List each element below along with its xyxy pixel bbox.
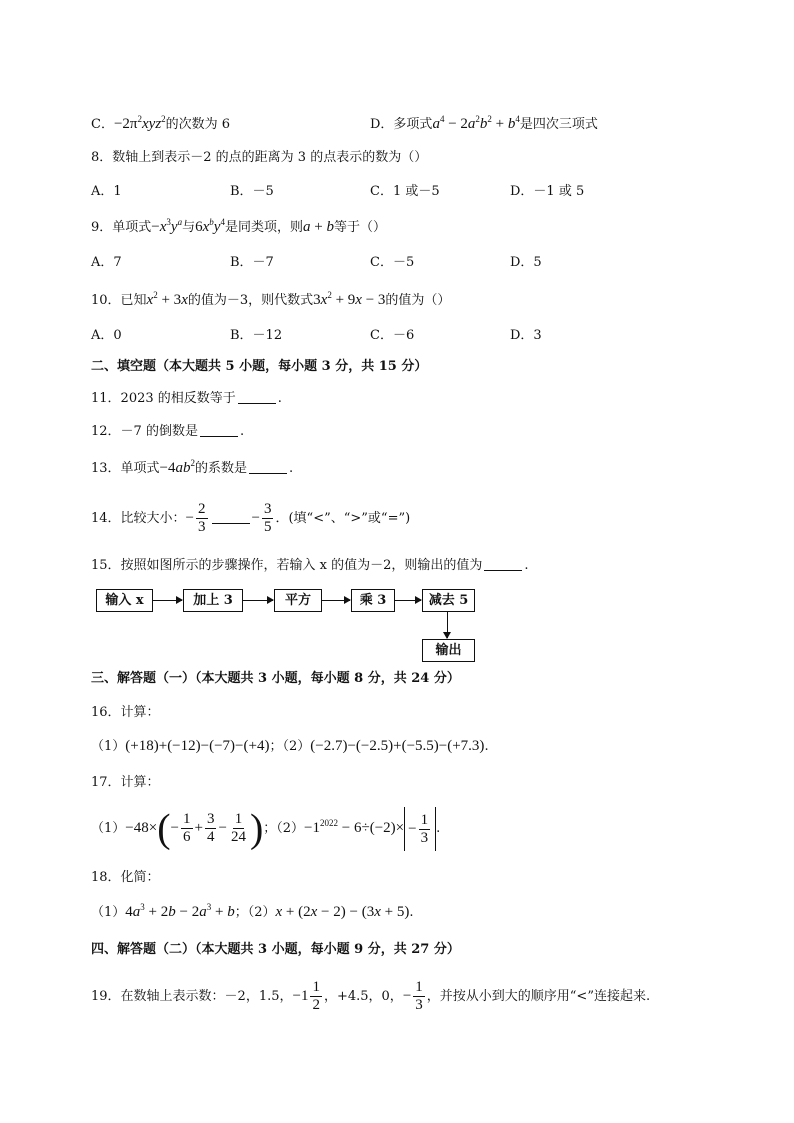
math-expression: − $\frac{2}{3}$	[185, 501, 206, 536]
q14	[91, 498, 410, 539]
part-label: ；（2）	[263, 821, 305, 836]
stem-text: 的值为（）	[385, 293, 451, 308]
part-label: ；（2）	[234, 905, 276, 920]
answer-blank	[484, 558, 522, 571]
option-label: D．多项式	[370, 117, 433, 132]
part-label: （1）	[91, 821, 126, 836]
q8-option-c: C．1 或－5	[370, 184, 440, 199]
q13	[91, 458, 293, 479]
option-text: 是四次三项式	[519, 117, 598, 132]
stem-text: .	[524, 558, 529, 573]
stem-text: 11．2023 的相反数等于	[91, 391, 236, 406]
math-expression: $a^4 - 2a^2b^2 + b^4$	[432, 114, 520, 132]
stem-text: 13．单项式	[91, 461, 160, 476]
q10-option-d: D．3	[510, 328, 542, 343]
flow-step-square: 平方	[274, 589, 322, 612]
q7-option-d	[370, 114, 598, 135]
q16-title: 16．计算：	[91, 705, 160, 720]
q10-stem	[91, 290, 450, 311]
flow-step-subtract: 减去 5	[422, 589, 475, 612]
stem-text: 10．已知	[91, 293, 147, 308]
math-expression: (−2.7)−(−2.5)+(−5.5)−(+7.3)	[310, 738, 485, 754]
flow-step-add: 加上 3	[183, 589, 243, 612]
stem-text: 15．按照如图所示的步骤操作，若输入 x 的值为－2，则输出的值为	[91, 558, 483, 573]
math-expression: (+18)+(−12)−(−7)−(+4)	[125, 738, 270, 754]
stem-text: 的系数是	[195, 461, 248, 476]
q17-title: 17．计算：	[91, 775, 160, 790]
stem-text: .	[239, 424, 245, 439]
q10-option-c: C．－6	[370, 328, 415, 343]
option-label: C．	[91, 117, 114, 132]
answer-blank	[238, 391, 276, 404]
q7-option-c	[91, 114, 230, 135]
math-expression: $-x^3y^a$	[151, 217, 183, 235]
math-expression: x + (2x − 2) − (3x + 5)	[275, 904, 410, 920]
math-expression: −48×(− $\frac{1}{6}$ + $\frac{3}{4}$ − $\frac{1}{24}$ )	[125, 805, 264, 851]
section-heading-solve-2: 四、解答题（二）（本大题共 3 小题，每小题 9 分，共 27 分）	[91, 942, 460, 957]
flow-arrow-down	[447, 612, 448, 638]
q15-stem	[91, 556, 529, 576]
flow-output-box: 输出	[422, 639, 475, 662]
q8-option-b: B．－5	[230, 184, 274, 199]
stem-text: 9．单项式	[91, 220, 152, 235]
math-expression: $-2\pi^2xyz^2$	[113, 114, 166, 132]
q10-option-b: B．－12	[230, 328, 283, 343]
q11	[91, 389, 282, 409]
math-expression: a + b	[302, 219, 334, 235]
q18-title: 18．化简：	[91, 870, 160, 885]
answer-blank	[249, 461, 287, 474]
q19	[91, 976, 650, 1017]
math-expression: − $\frac{1}{3}$	[402, 979, 423, 1014]
answer-blank	[212, 511, 250, 524]
math-expression: $-4ab^2$	[159, 458, 196, 476]
q18-body	[91, 902, 413, 923]
q8-stem: 8．数轴上到表示－2 的点的距离为 3 的点表示的数为（）	[91, 150, 428, 165]
flow-step-multiply: 乘 3	[351, 589, 395, 612]
part-label: （1）	[91, 739, 126, 754]
q8-option-d: D．－1 或 5	[510, 184, 585, 199]
part-label: ；（2）	[269, 739, 311, 754]
math-expression: $x^2 + 3x$	[146, 290, 188, 308]
stem-text: 14．比较大小：	[91, 511, 186, 526]
section-heading-fill-in: 二、填空题（本大题共 5 小题，每小题 3 分，共 15 分）	[91, 359, 428, 374]
option-text: 的次数为 6	[165, 117, 231, 132]
stem-text: 19．在数轴上表示数：－2，1.5，	[91, 989, 293, 1004]
math-expression: −1 $\frac{1}{2}$	[292, 979, 320, 1014]
q16-body	[91, 736, 489, 757]
stem-text: ．(填“<”、“>”或“=”)	[275, 511, 411, 526]
stem-text: .	[409, 905, 414, 920]
math-expression: $-1^{2022} - 6\div(-2)\times$ − $\frac{1}{3}$	[304, 820, 436, 836]
q8-option-a: A．1	[91, 184, 122, 199]
section-heading-solve-1: 三、解答题（一）（本大题共 3 小题，每小题 8 分，共 24 分）	[91, 671, 460, 686]
stem-text: 12．－7 的倒数是	[91, 424, 198, 439]
q10-option-a: A．0	[91, 328, 122, 343]
q12	[91, 422, 244, 442]
q9-stem	[91, 217, 386, 238]
stem-text: .	[289, 461, 294, 476]
math-expression: $6x^by^4$	[195, 217, 225, 235]
stem-text: 等于（）	[333, 220, 386, 235]
flow-arrow	[152, 600, 182, 601]
flow-arrow	[321, 600, 350, 601]
q9-option-d: D．5	[510, 255, 542, 270]
q17-body	[91, 806, 440, 851]
stem-text: .	[436, 821, 441, 836]
stem-text: 与	[182, 220, 196, 235]
q9-option-a: A．7	[91, 255, 122, 270]
flow-arrow	[394, 600, 421, 601]
math-expression: − $\frac{3}{5}$	[251, 501, 272, 536]
q9-option-b: B．－7	[230, 255, 274, 270]
part-label: （1）	[91, 905, 126, 920]
stem-text: ，+4.5，0，	[323, 989, 403, 1004]
stem-text: 是同类项，则	[224, 220, 303, 235]
math-expression: $3x^2 + 9x - 3$	[313, 290, 386, 308]
stem-text: .	[277, 391, 282, 406]
stem-text: .	[484, 739, 489, 754]
flow-arrow	[242, 600, 273, 601]
math-expression: $4a^3 + 2b - 2a^3 + b$	[125, 902, 235, 920]
stem-text: 的值为－3，则代数式	[187, 293, 314, 308]
answer-blank	[200, 424, 238, 437]
q9-option-c: C．－5	[370, 255, 415, 270]
stem-text: ，并按从小到大的顺序用“<”连接起来.	[426, 989, 651, 1004]
flow-input-box: 输入 x	[96, 589, 153, 612]
